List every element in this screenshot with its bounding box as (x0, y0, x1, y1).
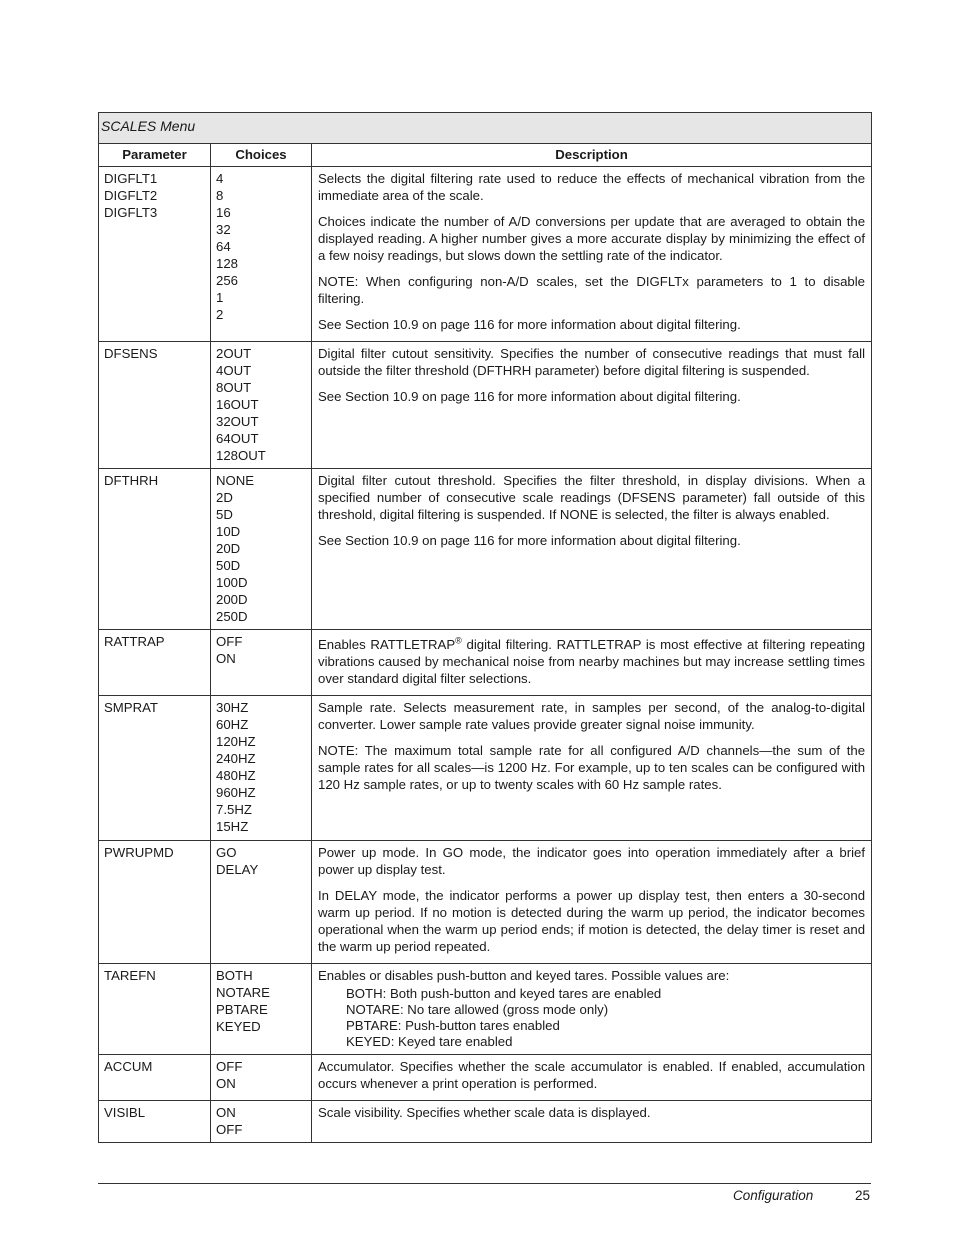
parameter-cell (99, 964, 211, 1055)
description-cell (312, 964, 872, 1055)
header-parameter: Parameter (99, 144, 211, 167)
list-item: BOTH: Both push-button and keyed tares are enabled (346, 986, 662, 1001)
list-item: NOTARE: No tare allowed (gross mode only) (346, 1002, 609, 1017)
table-row (99, 342, 872, 469)
description-paragraph: Power up mode. In GO mode, the indicator goes into operation immediately after a brief power up display test. (318, 845, 866, 877)
choices-cell (211, 1101, 312, 1143)
choices-cell (211, 630, 312, 696)
choice-value: 10D (216, 524, 241, 539)
table-row (99, 964, 872, 1055)
description-cell (312, 342, 872, 469)
description-paragraph: Accumulator. Specifies whether the scale accumulator is enabled. If enabled, accumulation occurs whenever a print operation is performed. (318, 1059, 866, 1091)
table-row (99, 469, 872, 630)
choice-value: DELAY (216, 862, 259, 877)
table-caption: SCALES Menu (99, 113, 872, 144)
page-number: 25 (855, 1188, 871, 1203)
choice-value: 7.5HZ (216, 802, 252, 817)
parameter-name: RATTRAP (104, 634, 165, 649)
description-cell (312, 630, 872, 696)
description-paragraph: Sample rate. Selects measurement rate, in samples per second, of the analog-to-digital converter. Lower sample rate values provide greater signal noise immunity. (318, 700, 866, 732)
choice-value: 480HZ (216, 768, 256, 783)
choice-value: 960HZ (216, 785, 256, 800)
choice-value: NOTARE (216, 985, 270, 1000)
description-cell (312, 1055, 872, 1101)
parameter-cell (99, 841, 211, 964)
choice-value: 16OUT (216, 397, 259, 412)
list-item: PBTARE: Push-button tares enabled (346, 1018, 560, 1033)
parameter-name: ACCUM (104, 1059, 153, 1074)
parameter-name: TAREFN (104, 968, 156, 983)
description-paragraph: NOTE: When configuring non-A/D scales, set the DIGFLTx parameters to 1 to disable filtering. (318, 274, 866, 306)
choices-cell (211, 964, 312, 1055)
choices-cell (211, 469, 312, 630)
description-cell (312, 841, 872, 964)
footer-section-title: Configuration (733, 1188, 814, 1203)
choice-value: 256 (216, 273, 239, 288)
description-paragraph: See Section 10.9 on page 116 for more information about digital filtering. (318, 533, 741, 548)
choice-value: 4 (216, 171, 224, 186)
choice-value: 100D (216, 575, 248, 590)
parameter-name: VISIBL (104, 1105, 146, 1120)
table-row (99, 167, 872, 342)
choice-value: GO (216, 845, 237, 860)
choices-cell (211, 167, 312, 342)
choice-value: PBTARE (216, 1002, 268, 1017)
choice-value: 32 (216, 222, 231, 237)
description-paragraph: Scale visibility. Specifies whether scale data is displayed. (318, 1105, 651, 1120)
scales-menu-table (98, 112, 872, 1143)
table-row (99, 841, 872, 964)
choice-value: 2D (216, 490, 233, 505)
choice-value: 1 (216, 290, 224, 305)
description-paragraph: In DELAY mode, the indicator performs a power up display test, then enters a 30-second warm up period. If no motion is detected during the warm up period, the indicator becomes operational when the warm up period ends; if motion is detected, the delay timer is reset and the warm up period repeated. (318, 888, 866, 954)
parameter-cell (99, 1055, 211, 1101)
parameter-name: DIGFLT1 (104, 171, 158, 186)
header-row (99, 144, 872, 167)
choice-value: 64OUT (216, 431, 259, 446)
choice-value: NONE (216, 473, 255, 488)
choice-value: ON (216, 1076, 236, 1091)
choice-value: 32OUT (216, 414, 259, 429)
footer-divider (98, 1183, 871, 1184)
parameter-cell (99, 1101, 211, 1143)
choice-value: OFF (216, 634, 243, 649)
choice-value: 128OUT (216, 448, 266, 463)
choice-value: 64 (216, 239, 231, 254)
header-choices: Choices (211, 144, 312, 167)
parameter-cell (99, 630, 211, 696)
choice-value: 2 (216, 307, 224, 322)
choice-value: 2OUT (216, 346, 252, 361)
choice-value: ON (216, 651, 236, 666)
description-cell (312, 696, 872, 841)
rattrap-text-end: digital filtering. RATTLETRAP is most effective at filtering repeating vibrations caused by mechanical noise from nearby machines but may increase settling times over standard digital filter selections. (318, 637, 866, 686)
description-paragraph: Selects the digital filtering rate used to reduce the effects of mechanical vibration from the immediate area of the scale. (318, 171, 866, 203)
choice-value: 8OUT (216, 380, 252, 395)
choice-value: 16 (216, 205, 231, 220)
choices-cell (211, 342, 312, 469)
description-cell (312, 1101, 872, 1143)
choices-cell (211, 1055, 312, 1101)
parameter-name: DFTHRH (104, 473, 159, 488)
list-item: KEYED: Keyed tare enabled (346, 1034, 513, 1049)
registered-mark: ® (455, 635, 462, 646)
choice-value: 8 (216, 188, 224, 203)
parameter-name: SMPRAT (104, 700, 158, 715)
choice-value: 4OUT (216, 363, 252, 378)
choice-value: 250D (216, 609, 248, 624)
choice-value: 60HZ (216, 717, 249, 732)
choice-value: 50D (216, 558, 241, 573)
header-description: Description (312, 144, 872, 167)
description-cell (312, 167, 872, 342)
parameter-name: DFSENS (104, 346, 158, 361)
description-paragraph: Enables or disables push-button and keyed tares. Possible values are: (318, 968, 730, 983)
parameter-cell (99, 469, 211, 630)
choice-value: KEYED (216, 1019, 261, 1034)
parameter-cell (99, 167, 211, 342)
table-row (99, 630, 872, 696)
rattrap-text-start: Enables RATTLETRAP (318, 637, 456, 652)
choice-value: OFF (216, 1122, 243, 1137)
choice-value: OFF (216, 1059, 243, 1074)
parameter-name: DIGFLT2 (104, 188, 158, 203)
choice-value: 15HZ (216, 819, 249, 834)
table-row (99, 696, 872, 841)
choice-value: ON (216, 1105, 236, 1120)
parameter-cell (99, 342, 211, 469)
choices-cell (211, 841, 312, 964)
choice-value: 120HZ (216, 734, 256, 749)
description-paragraph: Digital filter cutout sensitivity. Specifies the number of consecutive readings that must fall outside the filter threshold (DFTHRH parameter) before digital filtering is suspended. (318, 346, 866, 378)
choice-value: 20D (216, 541, 241, 556)
parameter-name: DIGFLT3 (104, 205, 158, 220)
description-cell (312, 469, 872, 630)
choice-value: 128 (216, 256, 239, 271)
description-paragraph: Digital filter cutout threshold. Specifies the filter threshold, in display divisions. When a specified number of consecutive scale readings (DFSENS parameter) fall outside of this threshold, digital filtering is suspended. If NONE is selected, the filter is always enabled. (318, 473, 866, 522)
tare-options-list (318, 986, 865, 1050)
table-row (99, 1055, 872, 1101)
description-paragraph: See Section 10.9 on page 116 for more information about digital filtering. (318, 317, 741, 332)
choice-value: 5D (216, 507, 233, 522)
description-paragraph: NOTE: The maximum total sample rate for all configured A/D channels—the sum of the sample rates for all scales—is 1200 Hz. For example, up to ten scales can be configured with 120 Hz sample rates, or up to twenty scales with 60 Hz sample rates. (318, 743, 866, 792)
description-paragraph (318, 636, 865, 687)
description-paragraph: Choices indicate the number of A/D conversions per update that are averaged to obtain the displayed reading. A higher number gives a more accurate display by minimizing the effect of a few noisy readings, but slows down the settling rate of the indicator. (318, 214, 866, 263)
choice-value: 200D (216, 592, 248, 607)
table-row (99, 1101, 872, 1143)
parameter-name: PWRUPMD (104, 845, 174, 860)
choice-value: BOTH (216, 968, 253, 983)
choice-value: 30HZ (216, 700, 249, 715)
choices-cell (211, 696, 312, 841)
description-paragraph: See Section 10.9 on page 116 for more information about digital filtering. (318, 389, 741, 404)
parameter-cell (99, 696, 211, 841)
choice-value: 240HZ (216, 751, 256, 766)
